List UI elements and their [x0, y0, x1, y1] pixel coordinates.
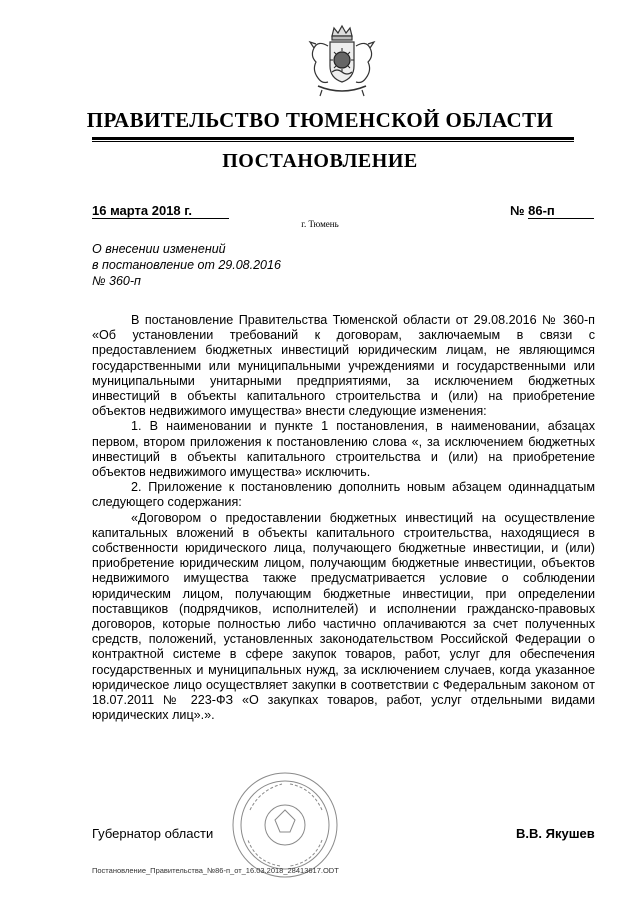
header-rule-thin	[92, 141, 574, 142]
signatory-title: Губернатор области	[92, 826, 214, 841]
document-date: 16 марта 2018 г.	[92, 203, 192, 218]
document-city: г. Тюмень	[301, 219, 339, 229]
subject-line: в постановление от 29.08.2016	[92, 258, 281, 272]
signatory-name: В.В. Якушев	[516, 826, 595, 841]
body-paragraph: 1. В наименовании и пункте 1 постановления, в наименовании, абзацах первом, втором приложения к постановлению слова «, за исключением бюджетных инвестиций в объекты капитального строительства и (или) на приобретение объектов недвижимого имущества» исключить.	[92, 419, 595, 480]
subject-line: № 360-п	[92, 274, 141, 288]
document-type-title: ПОСТАНОВЛЕНИЕ	[222, 150, 418, 172]
body-paragraph: В постановление Правительства Тюменской области от 29.08.2016 № 360-п «Об установлении требований к договорам, заключаемым в связи с предоставлением бюджетных инвестиций юридическим лицам, не являющимся государственными или муниципальными учреждениями и государственными или муниципальными унитарными предприятиями, за исключением бюджетных инвестиций в объекты капитального строительства и (или) на приобретение объектов недвижимого имущества» внести следующие изменения:	[92, 313, 595, 419]
body-paragraph: 2. Приложение к постановлению дополнить новым абзацем одиннадцатым следующего содержания:	[92, 480, 595, 510]
body-paragraph: «Договором о предоставлении бюджетных инвестиций на осуществление капитальных вложений в объекты капитального строительства, находящиеся в собственности юридического лица, получающего бюджетные инвестиции, и (или) приобретение юридическим лицом, получающим бюджетные инвестиции, объектов недвижимого имущества также предусматривается условие о соблюдении юридическим лицом, получающим бюджетные инвестиции, при определении поставщиков (подрядчиков, исполнителей) и исполнении гражданско-правовых договоров, которые полностью либо частично оплачиваются за счет полученных средств, положений, установленных законодательством Российской Федерации о контрактной системе в сфере закупок товаров, работ, услуг для обеспечения государственных и муниципальных нужд, за исключением случаев, когда указанное юридическое лицо осуществляет закупки в соответствии с Федеральным законом от 18.07.2011 № 223-ФЗ «О закупках товаров, работ, услуг отдельными видами юридических лиц».».	[92, 510, 595, 723]
footer-filename: Постановление_Правительства_№86-п_от_16.03.2018_28413617.ODT	[92, 866, 339, 875]
organization-title: ПРАВИТЕЛЬСТВО ТЮМЕНСКОЙ ОБЛАСТИ	[86, 108, 554, 132]
subject-line: О внесении изменений	[92, 242, 226, 256]
document-number: № 86-п	[510, 203, 555, 218]
document-body	[92, 313, 595, 723]
document-subject	[92, 241, 281, 289]
official-seal-stamp-icon	[230, 770, 340, 880]
tyumen-coat-of-arms-icon	[300, 22, 384, 102]
header-rule-thick	[92, 137, 574, 140]
